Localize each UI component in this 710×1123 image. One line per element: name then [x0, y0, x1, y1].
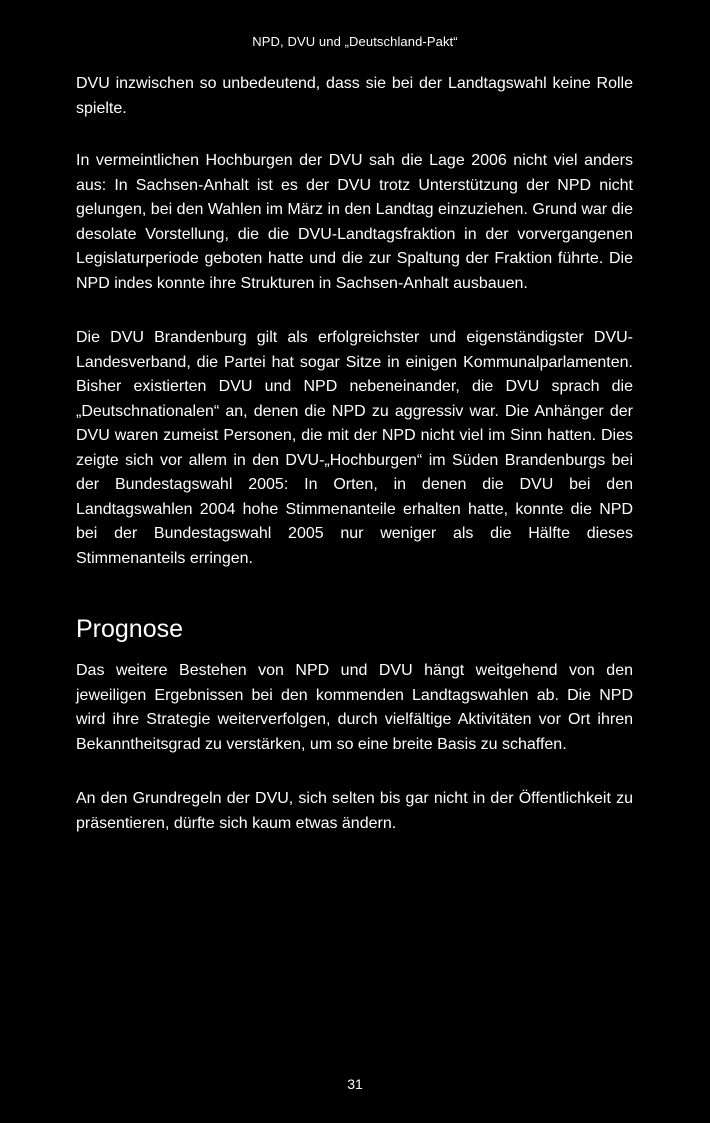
section-paragraph-2: An den Grundregeln der DVU, sich selten bis gar nicht in der Öffentlichkeit zu präsentieren, dürfte sich kaum etwas ändern.	[76, 790, 633, 832]
body-paragraph-1: DVU inzwischen so unbedeutend, dass sie bei der Landtagswahl keine Rolle spielte.	[76, 75, 633, 117]
page-content	[76, 72, 633, 866]
page-number: 31	[347, 1076, 363, 1092]
running-header: NPD, DVU und „Deutschland-Pakt“	[252, 34, 458, 49]
body-paragraph-2: In vermeintlichen Hochburgen der DVU sah die Lage 2006 nicht viel anders aus: In Sachsen-Anhalt ist es der DVU trotz Unterstützung der NPD nicht gelungen, bei den Wahlen im März in den Landtag einzuziehen. Grund war die desolate Vorstellung, die die DVU-Landtagsfraktion in der vorvergangenen Legislaturperiode geboten hatte und die zur Spaltung der Fraktion führte. Die NPD indes konnte ihre Strukturen in Sachsen-Anhalt ausbauen.	[76, 152, 633, 292]
section-paragraph-1: Das weitere Bestehen von NPD und DVU hängt weitgehend von den jeweiligen Ergebnissen bei den kommenden Landtagswahlen ab. Die NPD wird ihre Strategie weiterverfolgen, durch vielfältige Aktivitäten vor Ort ihren Bekanntheitsgrad zu verstärken, um so eine breite Basis zu schaffen.	[76, 662, 633, 753]
body-paragraph-3: Die DVU Brandenburg gilt als erfolgreichster und eigenständigster DVU-Landesverband, die Partei hat sogar Sitze in einigen Kommunalparlamenten. Bisher existierten DVU und NPD nebeneinander, die DVU sprach die „Deutschnationalen“ an, denen die NPD zu aggressiv war. Die Anhänger der DVU waren zumeist Personen, die mit der NPD nicht viel im Sinn hatten. Dies zeigte sich vor allem in den DVU-„Hochburgen“ im Süden Brandenburgs bei der Bundestagswahl 2005: In Orten, in denen die DVU bei den Landtagswahlen 2004 hohe Stimmenanteile erhalten hatte, konnte die NPD bei der Bundestagswahl 2005 nur weniger als die Hälfte dieses Stimmenanteils erringen.	[76, 329, 633, 567]
section-heading: Prognose	[76, 615, 184, 643]
